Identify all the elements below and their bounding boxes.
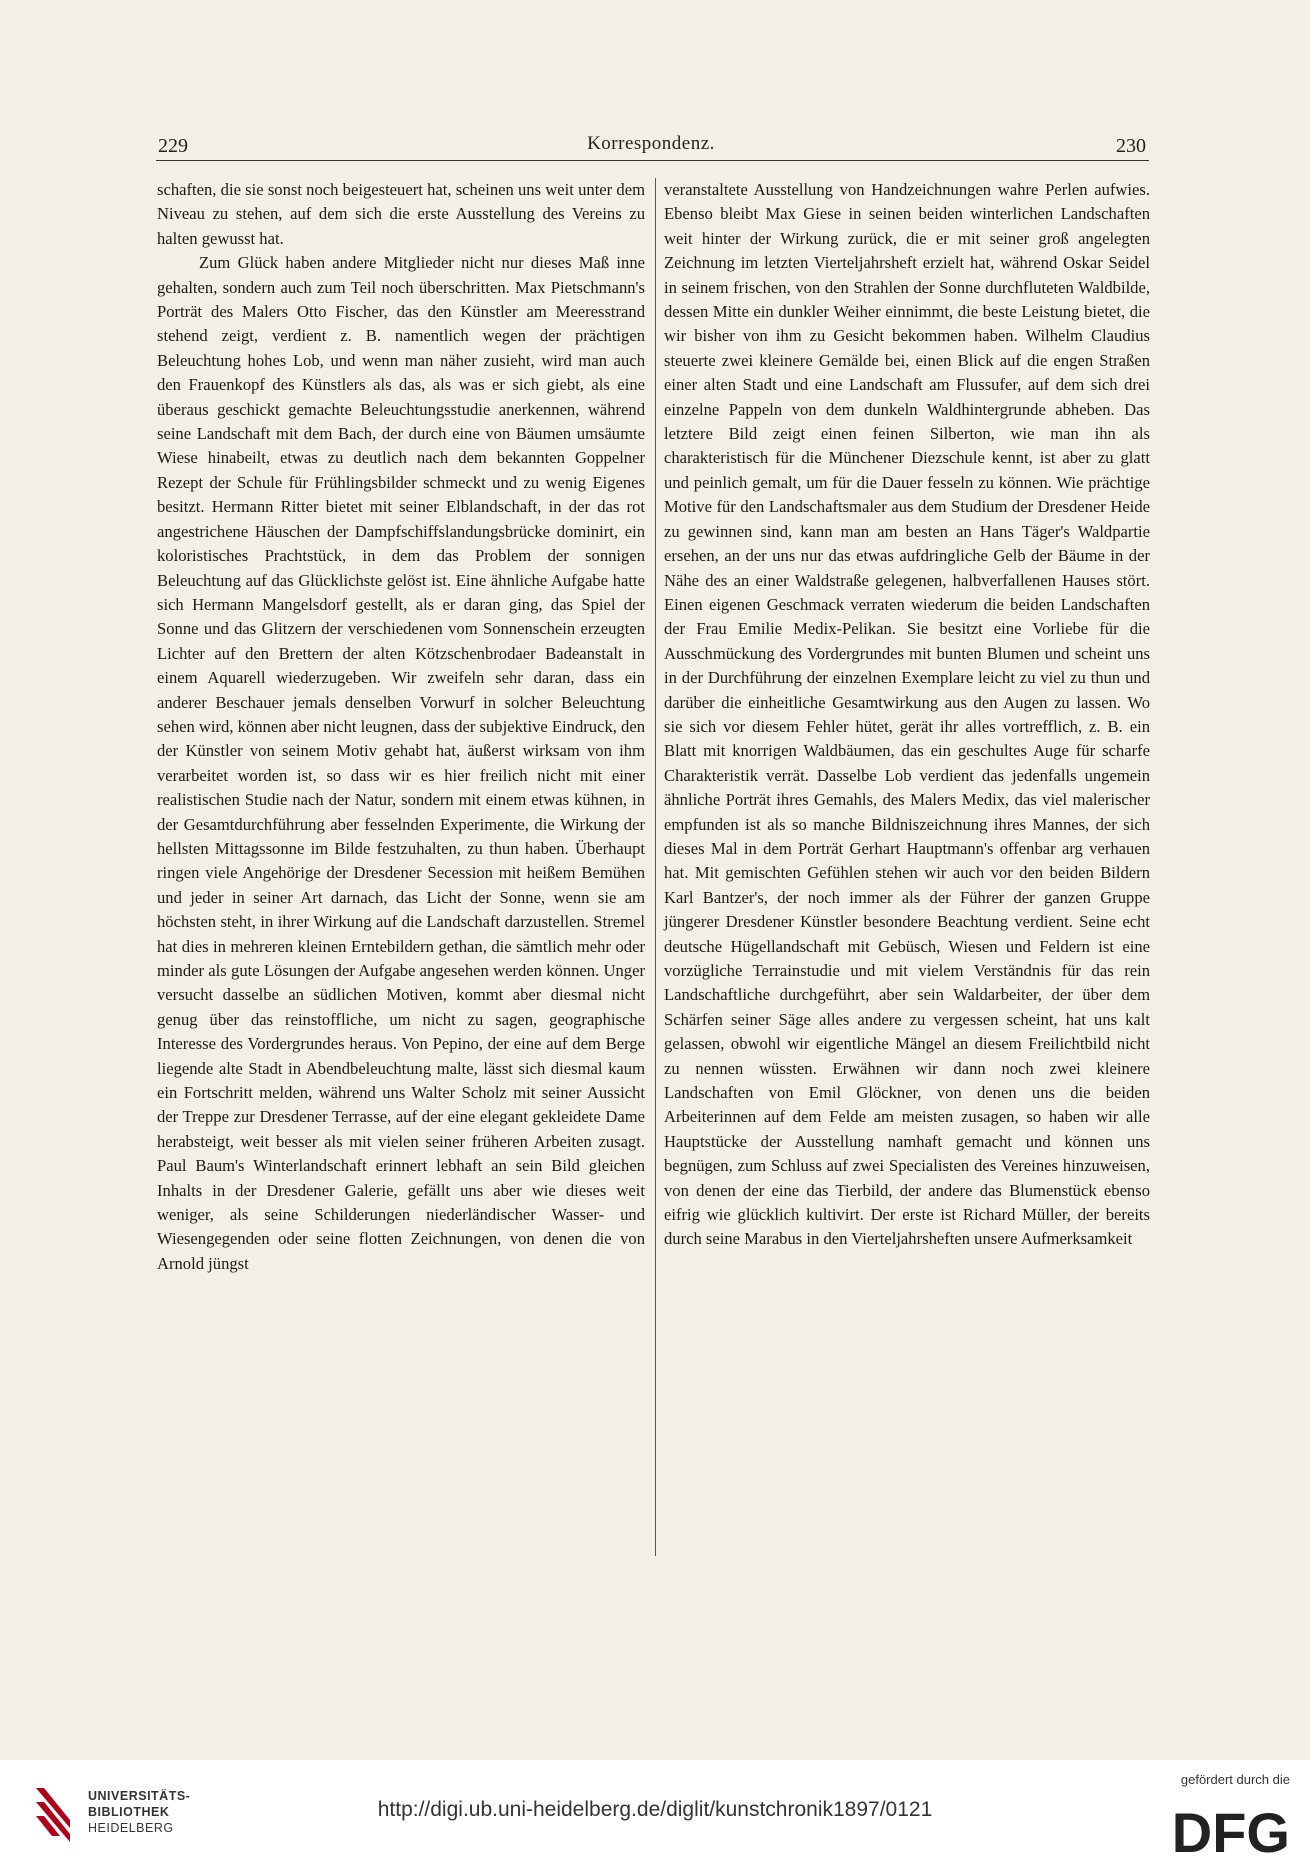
dfg-logo bbox=[1130, 1800, 1290, 1860]
funded-by-label: gefördert durch die bbox=[1180, 1772, 1290, 1787]
header-rule bbox=[156, 160, 1149, 161]
left-paragraph-2: Zum Glück haben andere Mitglieder nicht nur dieses Maß inne gehalten, sondern auch zum Teil noch überschritten. Max Pietschmann's Porträt des Malers Otto Fischer, das den Künstler am Meeresstrand stehend zeigt, verdient z. B. namentlich wegen der prächtigen Beleuchtung hohes Lob, und wenn man näher zusieht, wird man auch den Frauenkopf des Künstlers als das, als was er sich giebt, als eine überaus geschickt gemachte Beleuchtungsstudie anerkennen, während seine Landschaft mit dem Bach, der durch eine von Bäumen umsäumte Wiese hinabeilt, etwas zu deutlich nach dem bekannten Goppelner Rezept der Schule für Frühlingsbilder schmeckt und zu wenig Eigenes besitzt. Hermann Ritter bietet mit seiner Elblandschaft, in der das rot angestrichene Häuschen der Dampfschiffslandungsbrücke dominirt, ein koloristisches Prachtstück, in dem das Problem der sonnigen Beleuchtung auf das Glücklichste gelöst ist. Eine ähnliche Aufgabe hatte sich Hermann Mangelsdorf gestellt, als er daran ging, das Spiel der Sonne und das Glitzern der verschiedenen vom Sonnenschein erzeugten Lichter auf den Brettern der alten Kötzschenbrodaer Badeanstalt in einem Aquarell wiederzugeben. Wir zweifeln sehr daran, dass ein anderer Beschauer jemals denselben Vorwurf in solcher Beleuchtung sehen wird, können aber nicht leugnen, dass der subjektive Eindruck, den der Künstler von seinem Motiv gehabt hat, äußerst wirksam von ihm verarbeitet worden ist, so dass wir es hier freilich nicht mit einer realistischen Studie nach der Natur, sondern mit einem etwas kühnen, in der Gesamtdurchführung aber fesselnden Experimente, die Wirkung der hellsten Mittagssonne im Bilde festzuhalten, zu thun haben. Überhaupt ringen viele Angehörige der Dresdener Secession mit heißem Bemühen und jeder in seiner Art darnach, das Licht der Sonne, wenn sie am höchsten steht, in ihrer Wirkung auf die Landschaft darzustellen. Stremel hat dies in mehreren kleinen Erntebildern gethan, die sämtlich mehr oder minder als gute Lösungen der Aufgabe angesehen werden können. Unger versucht dasselbe an südlichen Motiven, kommt aber diesmal nicht genug über das reinstoffliche, um nicht zu sagen, geographische Interesse des Vordergrundes heraus. Von Pepino, der eine auf dem Berge liegende alte Stadt in Abendbeleuchtung malte, lässt sich diesmal kaum ein Fortschritt melden, während uns Walter Scholz mit seiner Aussicht der Treppe zur Dresdener Terrasse, auf der eine elegant gekleidete Dame herabsteigt, weit besser als mit vielen seiner früheren Arbeiten zusagt. Paul Baum's Winterlandschaft erinnert lebhaft an sein Bild gleichen Inhalts in der Dresdener Galerie, gefällt uns aber wie dieses weit weniger, als seine Schilderungen niederländischer Wasser- und Wiesengegenden oder seine flotten Zeichnungen, von denen die von Arnold jüngst bbox=[157, 253, 645, 1273]
page-header bbox=[156, 133, 1146, 161]
digitization-footer bbox=[0, 1760, 1310, 1870]
running-title: Korrespondenz. bbox=[587, 133, 715, 154]
svg-text:DFG: DFG bbox=[1171, 1801, 1290, 1860]
page-number-left: 229 bbox=[158, 135, 188, 157]
page-number-right: 230 bbox=[1116, 135, 1146, 157]
right-column bbox=[664, 178, 1150, 1252]
permalink-url[interactable]: http://digi.ub.uni-heidelberg.de/diglit/kunstchronik1897/0121 bbox=[377, 1798, 933, 1821]
university-library-name: UNIVERSITÄTS- BIBLIOTHEK HEIDELBERG bbox=[88, 1789, 191, 1835]
left-paragraph-1: schaften, die sie sonst noch beigesteuert hat, scheinen uns weit unter dem Niveau zu stehen, auf dem sich die erste Ausstellung des Vereins zu halten gewusst hat. bbox=[157, 180, 645, 248]
left-column bbox=[157, 178, 645, 1276]
right-paragraph-1: veranstaltete Ausstellung von Handzeichnungen wahre Perlen aufwies. Ebenso bleibt Max Giese in seinen beiden winterlichen Landschaften weit hinter der Wirkung zurück, die er mit seiner groß angelegten Zeichnung im letzten Vierteljahrsheft erzielt hat, während Oskar Seidel in seinem frischen, von den Strahlen der Sonne durchfluteten Waldbilde, dessen Mitte ein dunkler Weiher einnimmt, die beste Leistung bietet, die wir bisher von ihm zu Gesicht bekommen haben. Wilhelm Claudius steuerte zwei kleinere Gemälde bei, einen Blick auf die engen Straßen einer alten Stadt und eine Landschaft am Flussufer, auf dem sich drei einzelne Pappeln von dem dunkeln Waldhintergrunde abheben. Das letztere Bild zeigt einen feinen Silberton, wie man ihn als charakteristisch für die Münchener Diezschule kennt, ist aber zu glatt und peinlich gemalt, um für die Dauer fesseln zu können. Wie prächtige Motive für den Landschaftsmaler aus dem Studium der Dresdener Heide zu gewinnen sind, kann man am besten an Hans Täger's Waldpartie ersehen, an der uns nur das etwas aufdringliche Gelb der Bäume in der Nähe des an einer Waldstraße gelegenen, halbverfallenen Hauses stört. Einen eigenen Geschmack verraten wiederum die beiden Landschaften der Frau Emilie Medix-Pelikan. Sie besitzt eine Vorliebe für die Ausschmückung des Vordergrundes mit bunten Blumen und scheint uns in der Durchführung der einzelnen Exemplare leicht zu viel zu thun und darüber die einheitliche Gesamtwirkung aus den Augen zu lassen. Wo sie sich vor diesem Fehler hütet, gerät ihr alles vortrefflich, z. B. ein Blatt mit knorrigen Waldbäumen, das ein geschultes Auge für scharfe Charakteristik verrät. Dasselbe Lob verdient das jedenfalls ungemein ähnliche Porträt ihres Gemahls, des Malers Medix, das viel malerischer empfunden ist als so manche Bildniszeichnung ihres Mannes, der sich dieses Mal in dem Porträt Gerhart Hauptmann's offenbar arg verhauen hat. Mit gemischten Gefühlen stehen wir auch vor den beiden Bildern Karl Bantzer's, der noch immer als der Führer der ganzen Gruppe jüngerer Dresdener Künstler besondere Beachtung verdient. Seine echt deutsche Hügellandschaft mit Gebüsch, Wiesen und Feldern ist eine vorzügliche Terrainstudie und mit vielem Verständnis für das rein Landschaftliche durchgeführt, aber sein Waldarbeiter, der über dem Schärfen seiner Säge alles andere zu vergessen scheint, hat uns kalt gelassen, obwohl wir eigentliche Mängel an diesem Freilichtbild nicht zu nennen wüssten. Erwähnen wir dann noch zwei kleinere Landschaften von Emil Glöckner, von denen uns die beiden Arbeiterinnen auf dem Felde am meisten zusagen, so haben wir alle Hauptstücke der Ausstellung namhaft gemacht und können uns begnügen, zum Schluss auf zwei Specialisten des Vereines hinzuweisen, von denen der eine das Tierbild, der andere das Blumenstück ebenso eifrig wie glücklich kultivirt. Der erste ist Richard Müller, der bereits durch seine Marabus in den Vierteljahrsheften unsere Aufmerksamkeit bbox=[664, 180, 1150, 1249]
column-divider bbox=[655, 178, 656, 1556]
